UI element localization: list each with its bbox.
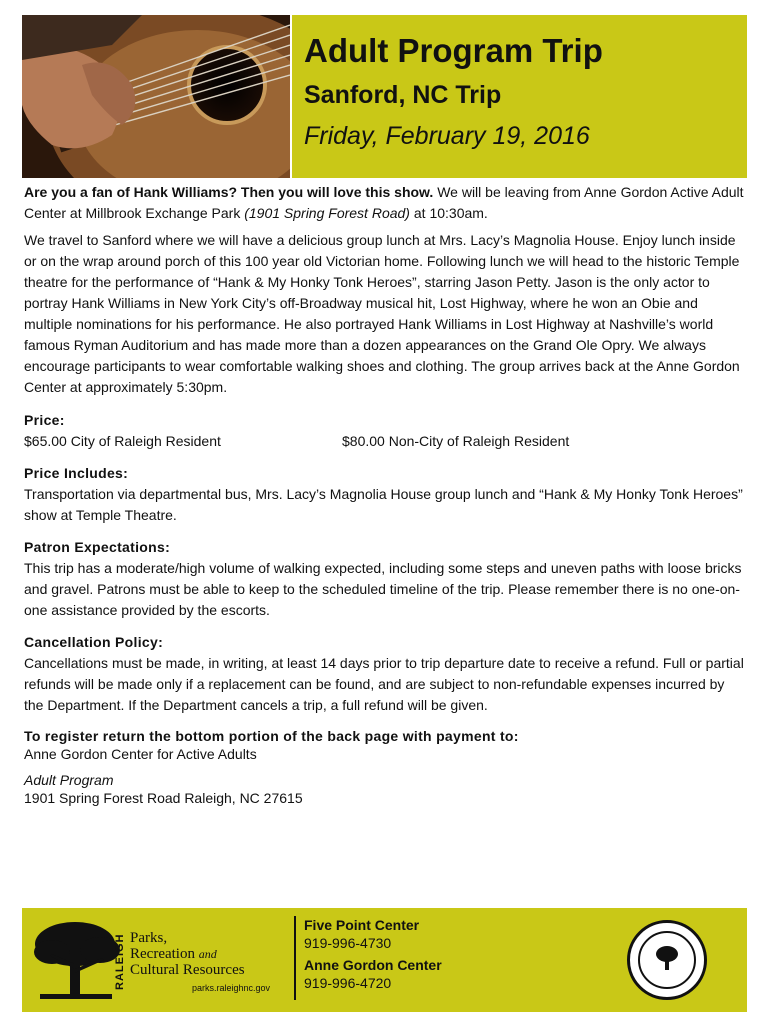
price-section: [24, 410, 744, 452]
flyer-body: [24, 182, 744, 807]
register-section: [24, 727, 744, 807]
footer-band: [22, 908, 747, 1012]
logo-line-2a: Recreation: [130, 946, 195, 962]
includes-section: [24, 463, 744, 526]
price-nonresident: $80.00 Non-City of Raleigh Resident: [342, 433, 570, 449]
title-panel: [292, 15, 747, 178]
trip-description: We travel to Sanford where we will have a delicious group lunch at Mrs. Lacy’s Magnolia House. Enjoy lunch inside or on the wrap around porch of this 100 year old Victorian home. Following lunch we will head to the historic Temple theatre for the performance of “Hank & My Honky Tonk Heroes”, starring Jason Petty. Jason is the only actor to portray Hank Williams in New York City’s off-Broadway musical hit, Lost Highway, where he won an Obie and multiple nominations for his performance. He also portrayed Hank Williams in Lost Highway at Nashville’s world famous Ryman Auditorium and has made more than a dozen appearances on the Grand Ole Opry. We always encourage participants to wear comfortable walking shoes and clothing. The group arrives back at the Anne Gordon Center at approximately 5:30pm.: [24, 232, 740, 395]
contact-list: [304, 916, 442, 992]
includes-heading: Price Includes:: [24, 465, 129, 481]
register-program: Adult Program: [24, 772, 114, 788]
logo-line-3: Cultural Resources: [130, 962, 245, 978]
contact-2-phone: 919-996-4720: [304, 975, 392, 991]
contact-1-name: Five Point Center: [304, 917, 420, 933]
price-heading: Price:: [24, 412, 65, 428]
contact-2-name: Anne Gordon Center: [304, 957, 442, 973]
expectations-heading: Patron Expectations:: [24, 539, 171, 555]
trip-date: Friday, February 19, 2016: [304, 122, 590, 151]
city-seal-icon: [627, 920, 707, 1000]
price-resident: $65.00 City of Raleigh Resident: [24, 433, 221, 449]
intro-paragraph: [24, 182, 744, 224]
guitar-photo: [22, 15, 290, 178]
includes-text: Transportation via departmental bus, Mrs. Lacy’s Magnolia House group lunch and “Hank & My Honky Tonk Heroes” show at Temple Theatre.: [24, 486, 743, 523]
trip-location: Sanford, NC Trip: [304, 81, 502, 110]
intro-text-1: We will be leaving from Anne Gordon Active Adult Center at Millbrook Exchange Park: [24, 184, 744, 221]
page-title: Adult Program Trip: [304, 32, 603, 69]
logo-line-2b: and: [198, 947, 217, 961]
cancellation-section: [24, 632, 744, 716]
intro-lead: Are you a fan of Hank Williams? Then you will love this show.: [24, 184, 434, 200]
logo-wordmark: [130, 930, 280, 996]
logo-vertical-text: RALEIGH: [114, 933, 126, 991]
guitar-image-icon: [22, 15, 290, 178]
intro-text-2: at 10:30am.: [409, 205, 488, 221]
prcr-logo: [30, 914, 280, 1006]
expectations-text: This trip has a moderate/high volume of walking expected, including some steps and uneven paths with loose bricks and gravel. Patrons must be able to keep to the scheduled timeline of the trip. Please remember there is no one-on-one assistance provided by the escorts.: [24, 560, 742, 618]
contact-1-phone: 919-996-4730: [304, 935, 392, 951]
price-row: [24, 431, 744, 452]
register-address: 1901 Spring Forest Road Raleigh, NC 27615: [24, 790, 303, 806]
cancellation-text: Cancellations must be made, in writing, at least 14 days prior to trip departure date to receive a refund. Full or partial refunds will be made only if a replacement can be found, and are subject to non-refundable expenses incurred by the Department. If the Department cancels a trip, a full refund will be given.: [24, 655, 744, 713]
expectations-section: [24, 537, 744, 621]
logo-line-2: [130, 946, 280, 962]
logo-url: parks.raleighnc.gov: [191, 983, 270, 993]
register-org: Anne Gordon Center for Active Adults: [24, 746, 257, 762]
footer-divider: [294, 916, 296, 1000]
logo-line-1: Parks,: [130, 930, 168, 946]
cancellation-heading: Cancellation Policy:: [24, 634, 164, 650]
seal-tree-icon: [652, 943, 682, 973]
intro-address: (1901 Spring Forest Road): [244, 205, 410, 221]
register-heading: To register return the bottom portion of the back page with payment to:: [24, 728, 519, 744]
